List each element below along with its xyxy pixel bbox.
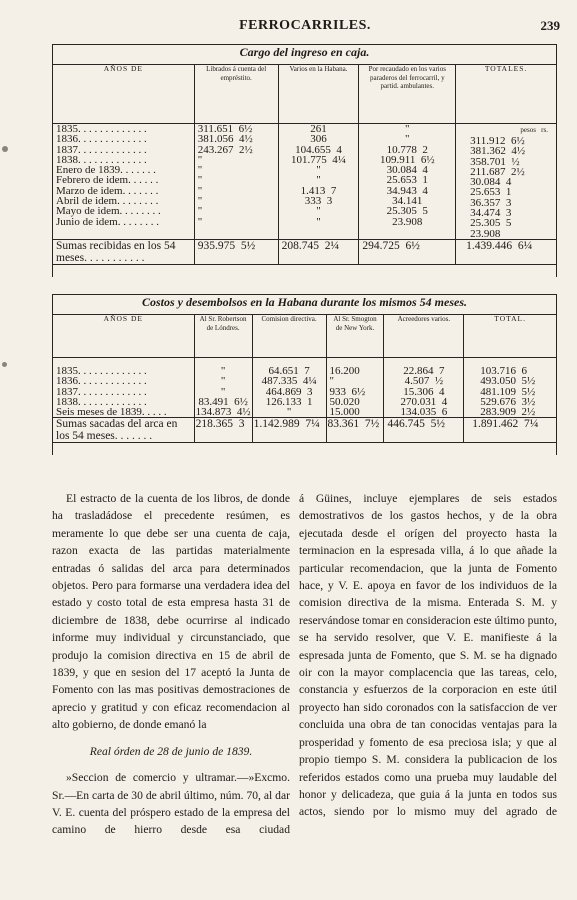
header-paraderos: Por recaudado en los varios paraderos del ferrocarril, y partid. ambulantes. <box>359 65 456 124</box>
income-table <box>52 44 557 277</box>
totales-numbers: 311.912 6½ 381.362 4½ 358.701 ½ 211.687 2½ 30.084 4 25.653 1 36.357 3 34.474 3 25.305 5 23.908 <box>470 135 526 240</box>
totales-values <box>456 124 557 240</box>
year-labels: 1835. . . . . . . . . . . . . 1836. . . . . . . . . . . . . 1837. . . . . . . . . . . . . 1838. . . . . . . . . . . . . Enero de 1839. . . . . . . Febrero de idem. . . . . . Marzo de idem. . . . . . . Abril de idem. . . . . . . . Mayo de idem. . . . . . . . Junio de idem. . . . . . . . <box>53 124 195 240</box>
right-text-column <box>299 490 557 821</box>
total-emprestito: 935.975 5½ <box>194 239 278 264</box>
paragraph: »Seccion de comercio y ultramar.—»Excmo. Sr.—En carta de 30 de abril último, núm. 70, al dar V. E. cuenta del próspero estado de la empresa del camino de hierro desde esa ciudad <box>52 771 290 837</box>
total-smogton: 83.361 7½ <box>326 418 384 443</box>
header-acreedores: Acreedores varios. <box>384 315 464 358</box>
paragraph: á Güines, incluye ejemplares de seis estados demostrativos de los gastos hechos, y de la obra ejecutada desde el orígen del proyecto hasta la terminacion en la espresada villa, á lo que añade la particular recomendacion, que la junta de Fomento hace, y V. E. apoya en favor de los individuos de la comision directiva de la misma. Enterada S. M. y reservándose tomar en consideracion este último punto, se ha servido resolver, que V. E. manifieste á la espresada junta de Fomento, que S. M. se ha dignado oir con la mayor complacencia que las tareas, celo, constancia y esfuerzos de la corporacion en este útil proyecto han sido coronados con la satisfaccion de ver concluida una obra de tan conocidas ventajas para la prosperidad y fomento de esa preciosa isla; y que al propio tiempo S. M. considera la publicacion de los referidos estados como una prueba muy laudable del honor y delicadeza, que guia á la junta en todos sus actos, siendo por lo mismo muy del agrado de <box>299 492 557 819</box>
total-comision: 1.142.989 7¼ <box>252 418 326 443</box>
header-robertson: Al Sr. Robertson de Lóndres. <box>194 315 252 358</box>
total-label: Sumas sacadas del arca en los 54 meses. . . . . . . <box>53 418 195 443</box>
unit-label: pesos rs. <box>520 126 548 134</box>
paragraph: El estracto de la cuenta de los libros, de donde ha trasladádose el precedente resúmen, es meramente lo que debe ser una cuenta de caja, razon exacta de las partidas materialmente entradas ó salidas del arca para determinados objetos. Pero para formarse una verdadera idea del estado y costo total de esta empresa hasta 31 de diciembre de 1838, debe ocurrirse al indicado informe muy individual y circunstanciado, que produjo la comision directiva en 15 de abril de 1839, y que en sesion del 17 aceptó la Junta de Fomento con las mas positivas demostraciones de aprecio y gratitud y con eficaz recomendacion al alto gobierno, de donde emanó la <box>52 492 290 732</box>
total-values: 103.716 6 493.050 5½ 481.109 5½ 529.676 3½ 283.909 2½ <box>464 358 557 418</box>
habana-values: 261 306 104.655 4 101.775 4¼ " " 1.413 7 333 3 " " <box>278 124 359 240</box>
header-years: AÑOS DE <box>53 315 195 358</box>
income-table-caption: Cargo del ingreso en caja. <box>53 45 557 65</box>
header-years: AÑOS DE <box>53 65 195 124</box>
running-title: FERROCARRILES. <box>239 18 371 33</box>
costs-table-caption: Costos y desembolsos en la Habana durante los mismos 54 meses. <box>53 295 557 315</box>
year-labels: 1835. . . . . . . . . . . . . 1836. . . . . . . . . . . . . 1837. . . . . . . . . . . . . 1838. . . . . . . . . . . . . Seis meses de 1839. . . . . <box>53 358 195 418</box>
header-smogton: Al Sr. Smogton de New York. <box>326 315 384 358</box>
acreedores-values: 22.864 7 4.507 ½ 15.306 4 270.031 4 134.035 6 <box>384 358 464 418</box>
ink-spot <box>2 362 7 367</box>
total-acreedores: 446.745 5½ <box>384 418 464 443</box>
left-text-column <box>52 490 290 839</box>
costs-table <box>52 294 557 455</box>
smogton-values: 16.200 " 933 6½ 50.020 15.000 <box>326 358 384 418</box>
section-heading: Real órden de 28 de junio de 1839. <box>89 744 253 758</box>
header-totales: TOTALES. <box>456 65 557 124</box>
total-paraderos: 294.725 6½ <box>359 239 456 264</box>
header-comision: Comision directiva. <box>252 315 326 358</box>
ink-spot <box>2 146 8 152</box>
paraderos-values: " " 10.778 2 109.911 6½ 30.084 4 25.653 1 34.943 4 34.141 25.305 5 23.908 <box>359 124 456 240</box>
total-label: Sumas recibidas en los 54 meses. . . . . . . . . . . <box>53 239 195 264</box>
robertson-values: " " " 83.491 6½ 134.873 4½ <box>194 358 252 418</box>
total-habana: 208.745 2¼ <box>278 239 359 264</box>
total-total: 1.891.462 7¼ <box>464 418 557 443</box>
header-emprestito: Librados á cuenta del empréstito. <box>194 65 278 124</box>
comision-values: 64.651 7 487.335 4¼ 464.869 3 126.133 1 " <box>252 358 326 418</box>
page-header <box>50 18 560 38</box>
total-totales: 1.439.446 6¼ <box>456 239 557 264</box>
page-number: 239 <box>540 18 560 33</box>
total-robertson: 218.365 3 <box>194 418 252 443</box>
header-habana: Varios en la Habana. <box>278 65 359 124</box>
emprestito-values: 311.651 6½ 381.056 4½ 243.267 2½ " " " " " " " <box>194 124 278 240</box>
header-total: TOTAL. <box>464 315 557 358</box>
